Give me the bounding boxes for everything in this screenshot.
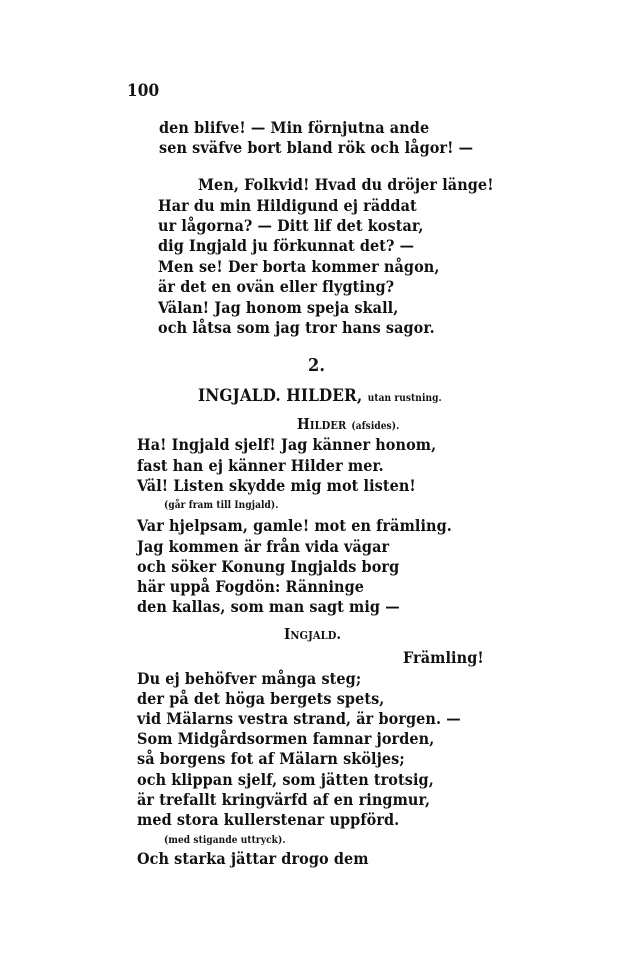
verse-line: så borgens fot af Mälarn sköljes;	[137, 749, 405, 768]
stage-direction-aside: (afsides).	[351, 421, 400, 432]
verse-line: Och starka jättar drogo dem	[137, 849, 369, 868]
verse-line: den kallas, som man sagt mig —	[137, 597, 400, 616]
scene-heading	[198, 386, 442, 409]
verse-line: och söker Konung Ingjalds borg	[137, 557, 400, 576]
verse-line: Men, Folkvid! Hvad du dröjer länge!	[198, 175, 494, 194]
verse-line: der på det höga bergets spets,	[137, 689, 385, 708]
verse-line: Har du min Hildigund ej räddat	[158, 196, 417, 215]
verse-line: och klippan sjelf, som jätten trotsig,	[137, 770, 434, 789]
verse-line: Välan! Jag honom speja skall,	[158, 298, 399, 317]
stage-direction: (med stigande uttryck).	[164, 835, 286, 846]
verse-line: är trefallt kringvärfd af en ringmur,	[137, 790, 431, 809]
verse-line: Ha! Ingjald sjelf! Jag känner honom,	[137, 435, 437, 454]
verse-line: Du ej behöfver många steg;	[137, 669, 362, 688]
verse-line: vid Mälarns vestra strand, är borgen. —	[137, 709, 461, 728]
speaker-hilder	[297, 414, 399, 437]
verse-line: Väl! Listen skydde mig mot listen!	[137, 476, 416, 495]
scene-number: 2.	[308, 355, 326, 376]
verse-line: dig Ingjald ju förkunnat det? —	[158, 236, 415, 255]
verse-line: och låtsa som jag tror hans sagor.	[158, 318, 435, 337]
verse-line: Jag kommen är från vida vägar	[137, 537, 390, 556]
verse-line: med stora kullerstenar uppförd.	[137, 810, 400, 829]
verse-line: Främling!	[403, 648, 484, 667]
verse-line: är det en ovän eller flygting?	[158, 277, 395, 296]
verse-line: Som Midgårdsormen famnar jorden,	[137, 729, 435, 748]
verse-line: Men se! Der borta kommer någon,	[158, 257, 440, 276]
verse-line: Var hjelpsam, gamle! mot en främling.	[137, 516, 452, 535]
verse-line: fast han ej känner Hilder mer.	[137, 456, 384, 475]
speaker-name: Hilder	[297, 415, 347, 433]
verse-line: ur lågorna? — Ditt lif det kostar,	[158, 216, 424, 235]
page-number: 100	[127, 81, 160, 101]
speaker-ingjald: Ingjald.	[284, 625, 342, 643]
stage-direction: (går fram till Ingjald).	[164, 500, 279, 511]
scene-heading-note: utan rustning.	[367, 393, 442, 404]
verse-line: här uppå Fogdön: Ränninge	[137, 577, 365, 596]
verse-line: sen sväfve bort bland rök och lågor! —	[159, 138, 474, 157]
verse-line: den blifve! — Min förnjutna ande	[159, 118, 430, 137]
scene-characters: INGJALD. HILDER,	[198, 386, 363, 406]
